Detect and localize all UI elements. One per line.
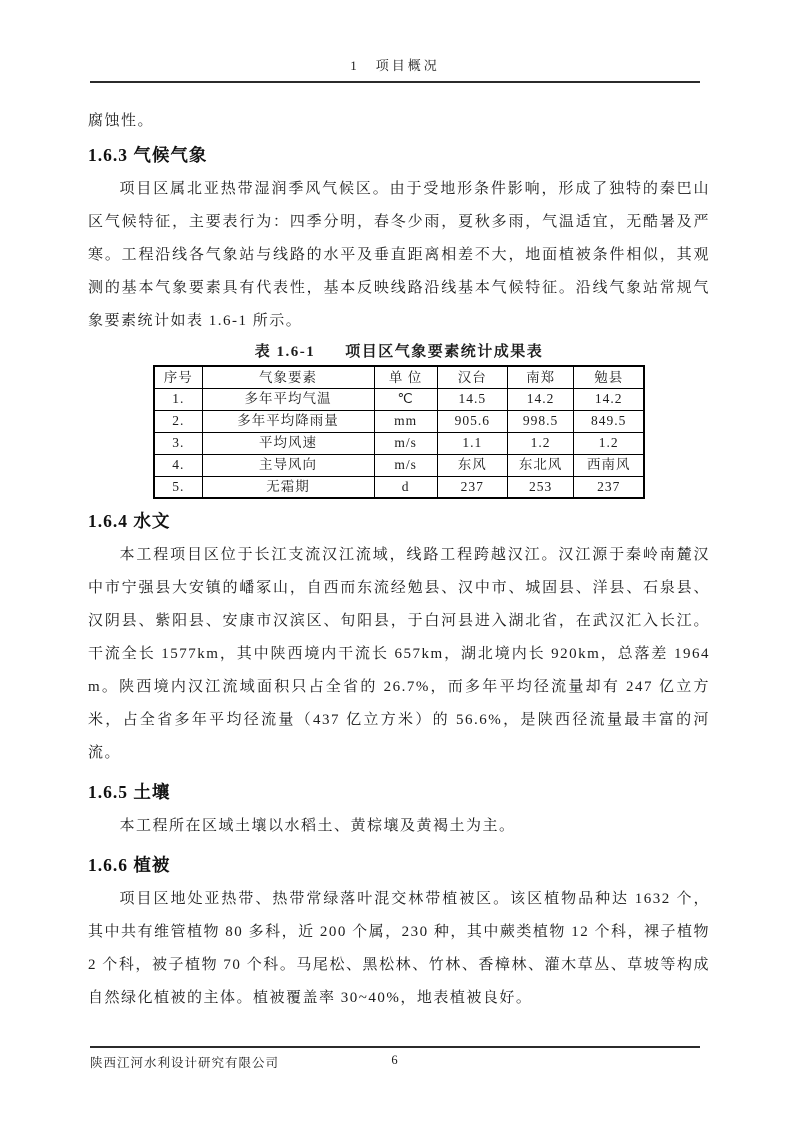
table-header-row [154,366,644,388]
page-footer [90,1046,700,1071]
section-heading-hydrology: 1.6.4 水文 [88,511,171,531]
table-row [154,432,644,454]
table-cell: 237 [574,476,644,498]
table-cell: 2. [154,410,202,432]
table-cell: 无霜期 [202,476,374,498]
table-cell: 849.5 [574,410,644,432]
table-cell: 1. [154,388,202,410]
table-cell: 1.2 [507,432,574,454]
paragraph-climate: 项目区属北亚热带湿润季风气候区。由于受地形条件影响，形成了独特的秦巴山区气候特征，主要表行为：四季分明，春冬少雨，夏秋多雨，气温适宜，无酷暑及严寒。工程沿线各气象站与线路的水平及垂直距离相差不大，地面植被条件相似，其观测的基本气象要素具有代表性，基本反映线路沿线基本气候特征。沿线气象站常规气象要素统计如表 1.6-1 所示。 [88,181,710,329]
table-cell: m/s [374,432,437,454]
table-cell: 多年平均气温 [202,388,374,410]
table-cell: 主导风向 [202,454,374,476]
table-cell: 14.2 [507,388,574,410]
table-cell: 东北风 [507,454,574,476]
table-cell: 平均风速 [202,432,374,454]
table-caption-label: 表 1.6-1 [254,344,316,360]
paragraph-fragment: 腐蚀性。 [88,113,155,129]
table-caption [88,341,710,363]
table-cell: 3. [154,432,202,454]
table-cell: 253 [507,476,574,498]
meteorology-table [153,365,645,499]
table-cell: 5. [154,476,202,498]
paragraph-soil: 本工程所在区域土壤以水稻土、黄棕壤及黄褐土为主。 [119,818,516,834]
table-cell: 905.6 [437,410,507,432]
running-header [90,55,700,83]
table-cell: 14.2 [574,388,644,410]
table-cell: 998.5 [507,410,574,432]
table-row [154,388,644,410]
table-header-cell: 南郑 [507,366,574,388]
footer-company-name: 陕西江河水利设计研究有限公司 [90,1056,280,1070]
chapter-title: 1 项目概况 [350,58,440,73]
table-header-cell: 汉台 [437,366,507,388]
table-cell: 西南风 [574,454,644,476]
table-cell: m/s [374,454,437,476]
table-cell: 14.5 [437,388,507,410]
table-cell: 4. [154,454,202,476]
table-cell: ℃ [374,388,437,410]
table-cell: 多年平均降雨量 [202,410,374,432]
table-cell: 1.2 [574,432,644,454]
table-cell: 237 [437,476,507,498]
table-row [154,476,644,498]
table-cell: mm [374,410,437,432]
table-row [154,410,644,432]
paragraph-hydrology: 本工程项目区位于长江支流汉江流域，线路工程跨越汉江。汉江源于秦岭南麓汉中市宁强县大安镇的嶓冢山，自西而东流经勉县、汉中市、城固县、洋县、石泉县、汉阴县、紫阳县、安康市汉滨区、旬阳县，于白河县进入湖北省，在武汉汇入长江。干流全长 1577km，其中陕西境内干流长 657km，湖北境内长 920km，总落差 1964m。陕西境内汉江流域面积只占全省的 26.7%，而多年平均径流量却有 247 亿立方米，占全省多年平均径流量（437 亿立方米）的 56.6%，是陕西径流量最丰富的河流。 [88,547,710,761]
section-heading-climate: 1.6.3 气候气象 [88,145,208,165]
section-heading-soil: 1.6.5 土壤 [88,782,171,802]
paragraph-vegetation: 项目区地处亚热带、热带常绿落叶混交林带植被区。该区植物品种达 1632 个，其中共有维管植物 80 多科，近 200 个属，230 种，其中蕨类植物 12 个科，裸子植物 2 个科，被子植物 70 个科。马尾松、黑松林、竹林、香樟林、灌木草丛、草坡等构成自然绿化植被的主体。植被覆盖率 30~40%，地表植被良好。 [88,891,710,1006]
section-heading-vegetation: 1.6.6 植被 [88,855,171,875]
page-content [88,103,710,1015]
table-row [154,454,644,476]
table-cell: d [374,476,437,498]
table-cell: 1.1 [437,432,507,454]
table-header-cell: 勉县 [574,366,644,388]
table-cell: 东风 [437,454,507,476]
footer-page-number: 6 [391,1053,399,1067]
table-header-cell: 序号 [154,366,202,388]
table-header-cell: 气象要素 [202,366,374,388]
table-caption-title: 项目区气象要素统计成果表 [345,344,544,360]
table-header-cell: 单 位 [374,366,437,388]
